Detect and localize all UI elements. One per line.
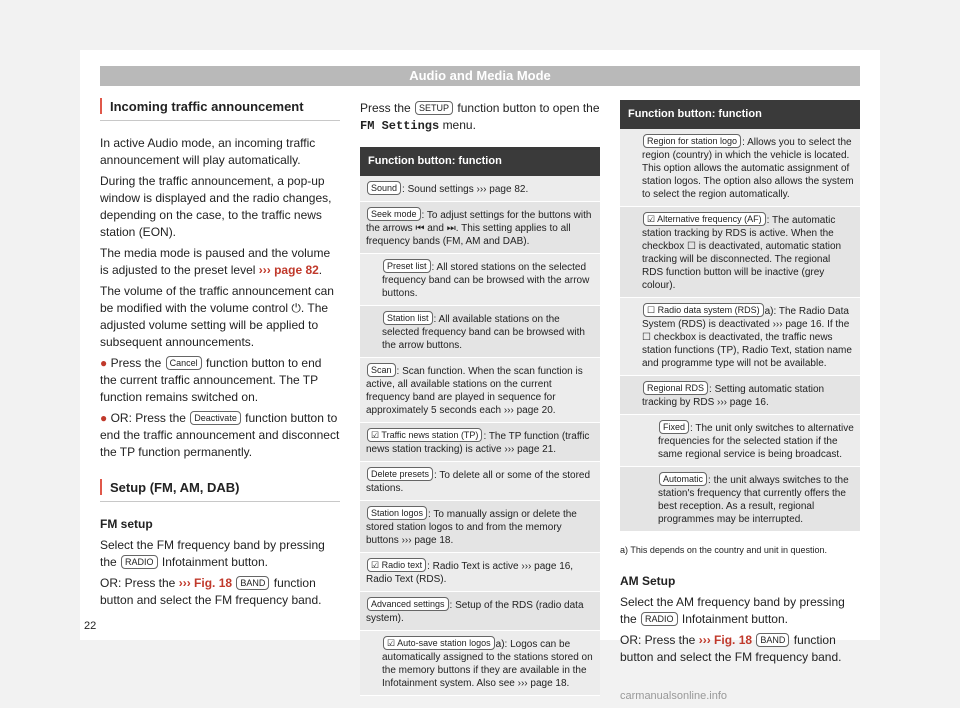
paragraph: OR: Press the ››› Fig. 18 BAND function button and select the FM frequency band. [100,576,322,607]
table-row: ☑ Traffic news station (TP) : The TP function (traffic news station tracking) is active ››› page 21. [360,423,600,462]
column-middle [360,100,600,696]
paragraph: Select the FM frequency band by pressing the RADIO Infotainment button. [100,538,325,569]
footnote: a) This depends on the country and unit in question. [620,545,827,555]
table-row: Scan : Scan function. When the scan function is active, all available stations on the current frequency band are played in sequence for approximately 5 seconds each ››› page 20. [360,358,600,423]
fm-setup-heading: FM setup [100,517,153,531]
table-header: Function button: function [620,100,860,129]
setup-key: SETUP [415,101,453,115]
column-right [620,100,860,670]
table-row: Preset list : All stored stations on the selected frequency band can be browsed with the arrow buttons. [360,254,600,306]
paragraph: During the traffic announcement, a pop-up window is displayed and the radio changes, depending on the case, to the traffic news station (EON). [100,174,332,239]
bullet-item: ● Press the Cancel function button to end the current traffic announcement. The TP function remains switched on. [100,356,322,404]
bullet-item: ● OR: Press the Deactivate function button to end the traffic announcement and disconnect the TP function permanently. [100,411,340,459]
table-row: Fixed : The unit only switches to alternative frequencies for the selected station if the same regional service is being broadcast. [620,415,860,467]
table-row: Station logos : To manually assign or delete the stored station logos to and from the memory buttons ››› page 18. [360,501,600,553]
band-key: BAND [236,576,269,590]
table-row: ☑ Auto-save station logos a): Logos can be automatically assigned to the stations stored on the memory buttons if they are available in the Infotainment system. Also see ››› page 18. [360,631,600,696]
table-row: Sound : Sound settings ››› page 82. [360,176,600,202]
paragraph: Select the AM frequency band by pressing the RADIO Infotainment button. [620,595,845,626]
table-row: Regional RDS : Setting automatic station tracking by RDS ››› page 16. [620,376,860,415]
radio-key: RADIO [121,555,158,569]
function-table [620,100,860,532]
deactivate-key: Deactivate [190,411,241,425]
paragraph: OR: Press the ››› Fig. 18 BAND function button and select the FM frequency band. [620,633,842,664]
table-row: Region for station logo : Allows you to select the region (country) in which the vehicle is located. This option allows the automatic assignment of station logos. The option also allows the system to select the region automatically. [620,129,860,207]
radio-key: RADIO [641,612,678,626]
paragraph: The volume of the traffic announcement can be modified with the volume control ⏻. The adjusted volume setting will be applied to subsequent announcements. [100,284,334,349]
table-row: ☐ Radio data system (RDS) a): The Radio Data System (RDS) is deactivated ››› page 16. If the ☐ checkbox is deactivated, the traffic news station functions (TP), Radio Text, station name and programme type will not be available. [620,298,860,376]
heading-setup: Setup (FM, AM, DAB) [100,479,340,502]
table-row: Automatic : the unit always switches to the station's frequency that currently offers the best reception. As a result, regional programmes may be interrupted. [620,467,860,532]
paragraph: The media mode is paused and the volume is adjusted to the preset level ››› page 82. [100,246,331,277]
table-header: Function button: function [360,147,600,176]
page-number: 22 [84,620,97,632]
paragraph: In active Audio mode, an incoming traffic announcement will play automatically. [100,136,316,167]
band-key: BAND [756,633,789,647]
table-row: Delete presets : To delete all or some of the stored stations. [360,462,600,501]
table-row: Station list : All available stations on the selected frequency band can be browsed with the arrow buttons. [360,306,600,358]
table-row: ☑ Alternative frequency (AF) : The automatic station tracking by RDS is active. When the checkbox ☐ is deactivated, automatic station tracking will be disconnected. The regional RDS function button will be inactive (grey colour). [620,207,860,298]
section-header: Audio and Media Mode [100,66,860,86]
function-table [360,147,600,696]
am-setup-heading: AM Setup [620,574,676,588]
intro: Press the SETUP function button to open the FM Settings menu. [360,101,600,133]
watermark: carmanualsonline.info [620,690,728,702]
table-row: ☑ Radio text : Radio Text is active ››› page 16, Radio Text (RDS). [360,553,600,592]
cancel-key: Cancel [166,356,202,370]
heading-traffic-announcement: Incoming traffic announcement [100,98,340,121]
column-left [100,98,340,613]
table-row: Seek mode : To adjust settings for the buttons with the arrows ⏮ and ⏭. This setting applies to all frequency bands (FM, AM and DAB). [360,202,600,254]
table-row: Advanced settings : Setup of the RDS (radio data system). [360,592,600,631]
page-ref: ››› page 82 [258,263,319,277]
